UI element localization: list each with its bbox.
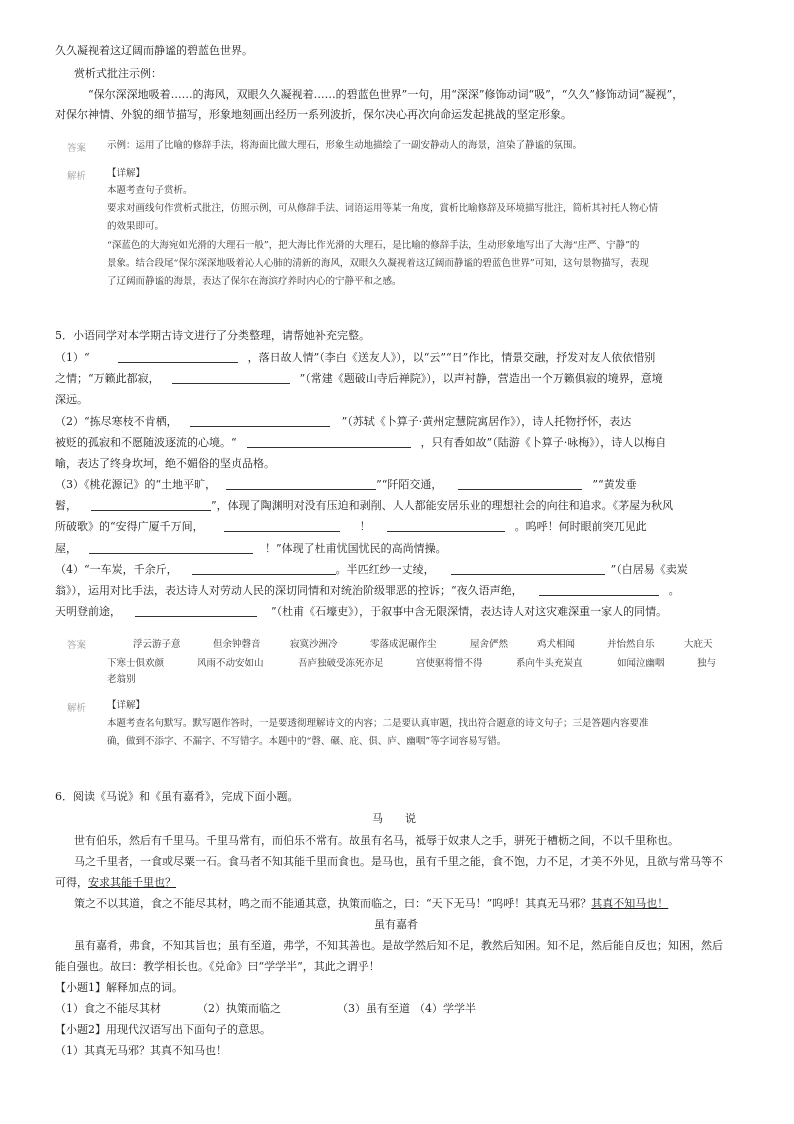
q5-line: 喻，表达了终身坎坷，绝不媚俗的坚贞品格。 <box>55 457 275 470</box>
analysis-line: “深蓝色的大海宛如光滑的大理石一般”，把大海比作光滑的大理石，是比喻的修辞手法，生动形象地写出了大海“庄严、宁静”的 <box>107 240 640 251</box>
answer-blank[interactable] <box>118 350 238 363</box>
answer-item: 鸡犬相闻 <box>537 639 576 650</box>
answer-blank[interactable] <box>458 477 582 490</box>
example-title: 赏析式批注示例： <box>74 67 162 80</box>
subquestion-item: （1）其真无马邪？其真不知马也！ <box>55 1044 227 1057</box>
q5-line: 髫， ”，体现了陶渊明对没有压迫和剥削、人人都能安居乐业的理想社会的向往和追求。《茅屋为秋风 <box>55 499 674 512</box>
answer-item: 浮云游子意 <box>133 639 181 650</box>
answer-blank[interactable] <box>226 477 376 490</box>
passage-line: 策之不以其道，食之不能尽其材，鸣之而不能通其意，执策而临之，曰：“天下无马！”呜呼！其真无马邪？其真不知马也！ <box>74 897 669 910</box>
answer-item: 并怡然自乐 <box>607 639 655 650</box>
answer-blank[interactable] <box>451 562 605 575</box>
answer-item: 下寒士俱欢颜 <box>107 658 165 669</box>
q5-line: 被贬的孤寂和不愿随波逐流的心境。“ ，只有香如故”（陆游《卜算子·咏梅》），诗人以梅自 <box>55 436 667 449</box>
answer-blank[interactable] <box>387 519 505 532</box>
q5-line: 屋， ！”体现了杜甫忧国忧民的高尚情操。 <box>55 542 447 555</box>
answer-blank[interactable] <box>91 498 211 511</box>
passage-line: 可得，安求其能千里也？ <box>55 876 176 889</box>
answer-label: 答案 <box>67 640 87 651</box>
answer-blank[interactable] <box>247 435 411 448</box>
analysis-line: 本题考查名句默写。默写题作答时，一是要透彻理解诗文的内容；二是要认真审题，找出符合题意的诗文句子；三是答题内容要准 <box>107 718 649 729</box>
analysis-line: 的效果即可。 <box>107 221 165 232</box>
answer-item: 吾庐独破受冻死亦足 <box>298 658 384 669</box>
analysis-line: 景象。结合段尾“保尔深深地吸着沁人心肺的清新的海风，双眼久久凝视着这辽阔而静谧的碧蓝色世界”可知，这句景物描写，表现 <box>107 258 649 269</box>
answer-item: 风雨不动安如山 <box>197 658 264 669</box>
q5-line: （3）《桃花源记》的“土地平旷， ”“阡陌交通， ”“黄发垂 <box>55 478 637 491</box>
answer-item: 系向牛头充炭直 <box>516 658 583 669</box>
analysis-label: 解析 <box>67 703 87 714</box>
detail-heading: 【详解】 <box>107 700 146 711</box>
analysis-line: 确，做到不添字、不漏字、不写错字。本题中的“磬、碾、庇、俱、庐、幽咽”等字词容易写错。 <box>107 736 507 747</box>
text-line: 久久凝视着这辽阔而静谧的碧蓝色世界。 <box>55 44 253 57</box>
answer-item: 屋舍俨然 <box>470 639 509 650</box>
underlined-sentence: 安求其能千里也？ <box>88 876 176 889</box>
q5-line: 所破歌》的“安得广厦千万间， ！ 。呜呼！何时眼前突兀见此 <box>55 520 647 533</box>
subquestion-item: （2）执策而临之 <box>197 1002 281 1015</box>
answer-item: 老翁别 <box>107 674 136 685</box>
subquestion-2: 【小题2】用现代汉语写出下面句子的意思。 <box>55 1023 271 1036</box>
subquestion-item: （4）学学半 <box>414 1002 476 1015</box>
q5-line: （2）“拣尽寒枝不肯栖， ”（苏轼《卜算子·黄州定慧院寓居作》），诗人托物抒怀，表达 <box>55 415 632 428</box>
passage-title: 虽有嘉肴 <box>374 918 418 931</box>
answer-item: 大庇天 <box>684 639 713 650</box>
answer-item: 宫使驱将惜不得 <box>416 658 483 669</box>
answer-blank[interactable] <box>539 583 659 596</box>
q5-line: 翁》），运用对比手法，表达诗人对劳动人民的深切同情和对统治阶级罪恶的控诉；“夜久语声绝， 。 <box>55 584 680 597</box>
subquestion-item: （3）虽有至道 <box>337 1002 410 1015</box>
passage-line: 马之千里者，一食或尽粟一石。食马者不知其能千里而食也。是马也，虽有千里之能，食不饱，力不足，才美不外见，且欲与常马等不 <box>74 855 723 868</box>
q5-line: （4）“一车炭，千余斤， 。半匹红纱一丈绫， ”（白居易《卖炭 <box>55 563 688 576</box>
answer-blank[interactable] <box>190 414 330 427</box>
answer-item: 但余钟磬音 <box>213 639 261 650</box>
text-line: “保尔深深地吸着……的海风，双眼久久凝视着……的碧蓝色世界”一句，用“深深”修饰动词“吸”，“久久”修饰动词“凝视”， <box>88 88 684 101</box>
text-line: 对保尔神情、外貌的细节描写，形象地刻画出经历一系列波折，保尔决心再次向命运发起挑战的坚定形象。 <box>55 108 572 121</box>
q5-line: 天明登前途， ”（杜甫《石壕吏》），于叙事中含无限深情，表达诗人对这灾难深重一家人的同情。 <box>55 605 668 618</box>
analysis-line: 要求对画线句作赏析式批注，仿照示例，可从修辞手法、词语运用等某一角度，賞析比喻修辞及环境描写批注，简析其衬托人物心情 <box>107 203 659 214</box>
q5-line: 深远。 <box>55 393 88 406</box>
analysis-line: 了辽阔而静谧的海景，表达了保尔在海滨疗养时内心的宁静平和之感。 <box>107 276 402 287</box>
answer-blank[interactable] <box>89 541 253 554</box>
passage-line: 世有伯乐，然后有千里马。千里马常有，而伯乐不常有。故虽有名马，祗辱于奴隶人之手，骈死于槽枥之间，不以千里称也。 <box>74 834 679 847</box>
answer-item: 零落成泥碾作尘 <box>370 639 437 650</box>
passage-line: 虽有嘉肴，弗食，不知其旨也；虽有至道，弗学，不知其善也。是故学然后知不足，教然后知困。知不足，然后能自反也；知困，然后 <box>74 939 723 952</box>
answer-blank[interactable] <box>192 562 336 575</box>
answer-item: 寂寞沙洲冷 <box>290 639 338 650</box>
underlined-sentence: 其真不知马也！ <box>591 897 669 910</box>
question-6-title: 6．阅读《马说》和《虽有嘉肴》，完成下面小题。 <box>55 790 299 803</box>
answer-blank[interactable] <box>135 604 257 617</box>
answer-item: 如闻泣幽咽 <box>617 658 665 669</box>
passage-title: 马 说 <box>372 812 416 825</box>
answer-blank[interactable] <box>224 519 340 532</box>
subquestion-1: 【小题1】解释加点的词。 <box>55 981 183 994</box>
answer-label: 答案 <box>67 143 87 154</box>
analysis-label: 解析 <box>67 171 87 182</box>
analysis-line: 本题考查句子赏析。 <box>107 185 193 196</box>
question-5-title: 5．小语同学对本学期古诗文进行了分类整理，请帮她补充完整。 <box>55 329 370 342</box>
q5-line: 之情；“万籁此都寂， ”（常建《题破山寺后禅院》），以声衬静，营造出一个万籁俱寂的境界，意境 <box>55 372 663 385</box>
passage-line: 能自强也。故曰：教学相长也。《兑命》曰“学学半”，其此之谓乎！ <box>55 960 380 973</box>
answer-text: 示例：运用了比喻的修辞手法，将海面比做大理石，形象生动地描绘了一副安静动人的海景，渲染了静谧的氛围。 <box>107 140 583 151</box>
answer-blank[interactable] <box>172 371 290 384</box>
subquestion-item: （1）食之不能尽其材 <box>55 1002 161 1015</box>
answer-item: 独与 <box>697 658 717 669</box>
detail-heading: 【详解】 <box>107 168 146 179</box>
q5-line: （1）“ ，落日故人情”（李白《送友人》），以“云”“日”作比，情景交融，抒发对友人依依惜别 <box>55 351 656 364</box>
